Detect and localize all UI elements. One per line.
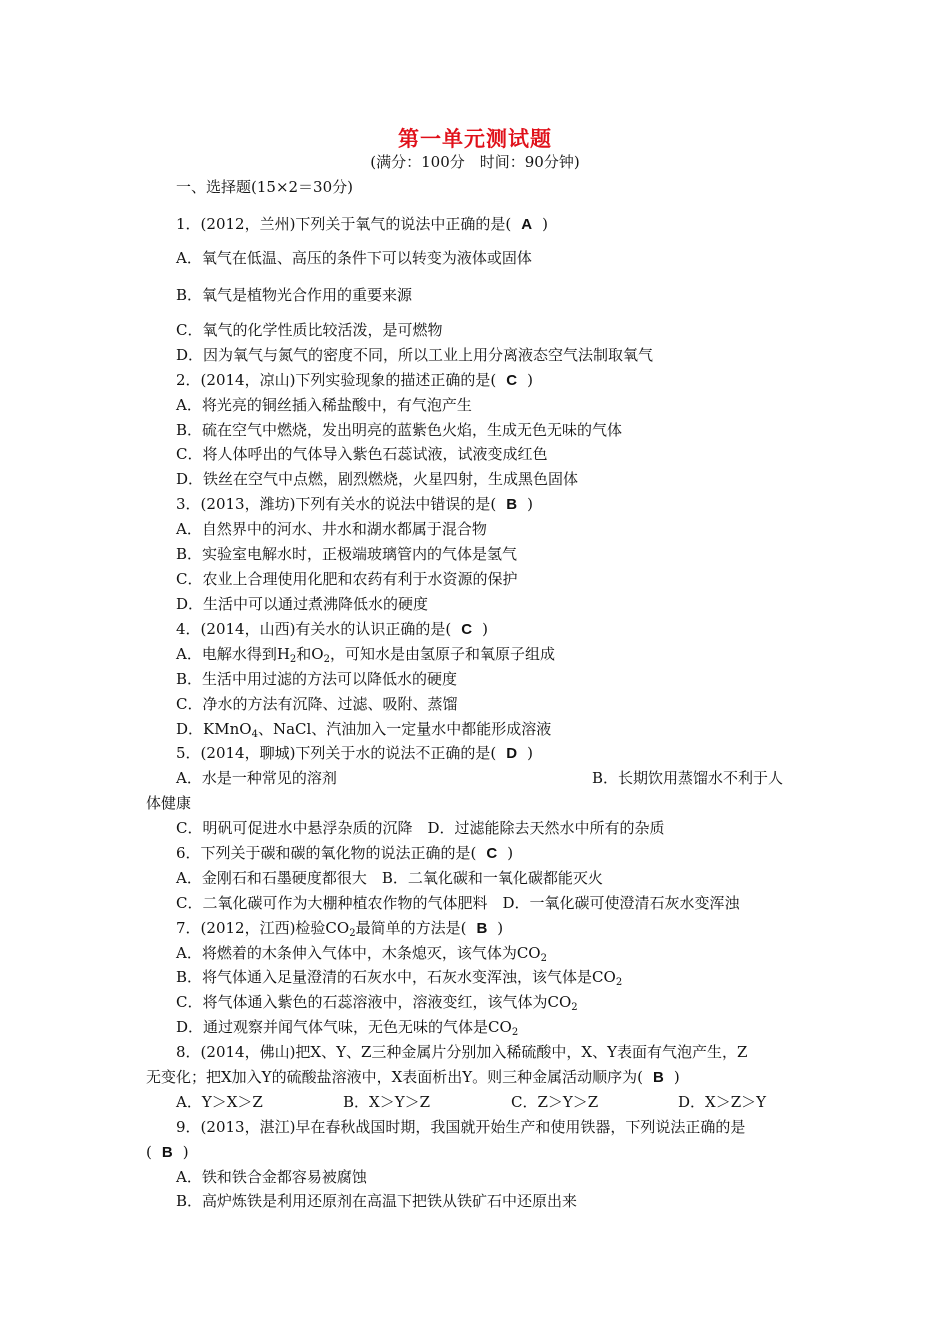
question-1-option-d: D．因为氧气与氮气的密度不同，所以工业上用分离液态空气法制取氧气 (176, 346, 654, 364)
page-subtitle: (满分：100分 时间：90分钟) (370, 153, 580, 171)
question-5-option-b: B．长期饮用蒸馏水不利于人 (592, 769, 784, 787)
question-8-stem: 8．(2014，佛山)把X、Y、Z三种金属片分别加入稀硫酸中，X、Y表面有气泡产生，Z (176, 1043, 748, 1061)
question-7-option-a: A．将燃着的木条伸入气体中，木条熄灭，该气体为$CO_2$ (176, 944, 547, 964)
question-9-option-a: A．铁和铁合金都容易被腐蚀 (176, 1168, 367, 1186)
question-3-option-b: B．实验室电解水时，正极端玻璃管内的气体是氢气 (176, 545, 518, 563)
question-2-option-b: B．硫在空气中燃烧，发出明亮的蓝紫色火焰，生成无色无味的气体 (176, 421, 623, 439)
question-2-answer: C (506, 372, 518, 389)
question-7-stem: 7．(2012，江西)检验$CO_2$最简单的方法是( B ) (176, 919, 504, 939)
question-8-option-b: B．X＞Y＞Z (343, 1093, 431, 1111)
question-2-option-a: A．将光亮的铜丝插入稀盐酸中，有气泡产生 (176, 396, 472, 414)
question-3-option-c: C．农业上合理使用化肥和农药有利于水资源的保护 (176, 570, 518, 588)
question-5-option-a: A．水是一种常见的溶剂 (176, 769, 337, 787)
question-6-options-a-b: A．金刚石和石墨硬度都很大 B．二氧化碳和一氧化碳都能灭火 (176, 869, 603, 887)
question-1-answer: A (521, 216, 533, 233)
question-9-answer: B (161, 1144, 173, 1161)
question-5-stem: 5．(2014，聊城)下列关于水的说法不正确的是( D ) (176, 744, 533, 762)
question-9-answer-line: ( B ) (146, 1143, 189, 1161)
question-4-answer: C (461, 621, 473, 638)
question-4-stem: 4．(2014，山西)有关水的认识正确的是( C ) (176, 620, 488, 638)
question-2-stem: 2．(2014，凉山)下列实验现象的描述正确的是( C ) (176, 371, 533, 389)
question-7-option-d: D．通过观察并闻气体气味，无色无味的气体是$CO_2$ (176, 1018, 519, 1038)
page-title: 第一单元测试题 (398, 126, 552, 151)
question-1-option-a: A．氧气在低温、高压的条件下可以转变为液体或固体 (176, 249, 532, 267)
question-3-option-a: A．自然界中的河水、井水和湖水都属于混合物 (176, 520, 487, 538)
question-6-options-c-d: C．二氧化碳可作为大棚种植农作物的气体肥料 D．一氧化碳可使澄清石灰水变浑浊 (176, 894, 740, 912)
question-8-answer: B (653, 1069, 664, 1086)
question-2-option-c: C．将人体呼出的气体导入紫色石蕊试液，试液变成红色 (176, 445, 548, 463)
question-4-option-a: A．电解水得到$H_2$和$O_2$，可知水是由氢原子和氧原子组成 (176, 645, 555, 665)
question-3-option-d: D．生活中可以通过煮沸降低水的硬度 (176, 595, 429, 613)
question-4-option-b: B．生活中用过滤的方法可以降低水的硬度 (176, 670, 458, 688)
question-1-option-c: C．氧气的化学性质比较活泼，是可燃物 (176, 321, 443, 339)
question-1-option-b: B．氧气是植物光合作用的重要来源 (176, 286, 413, 304)
question-3-stem: 3．(2013，潍坊)下列有关水的说法中错误的是( B ) (176, 495, 533, 513)
question-7-answer: B (476, 920, 488, 937)
question-4-option-d: D．KMnO$_4$、NaCl、汽油加入一定量水中都能形成溶液 (176, 720, 552, 740)
section-heading: 一、选择题(15×2＝30分) (176, 178, 353, 196)
question-8-option-a: A．Y＞X＞Z (176, 1093, 263, 1111)
question-7-option-b: B．将气体通入足量澄清的石灰水中，石灰水变浑浊，该气体是$CO_2$ (176, 968, 623, 988)
question-5-option-b-continued: 体健康 (146, 794, 192, 812)
question-1-stem: 1．(2012，兰州)下列关于氧气的说法中正确的是( A ) (176, 215, 548, 233)
question-6-answer: C (486, 845, 498, 862)
question-9-stem: 9．(2013，湛江)早在春秋战国时期，我国就开始生产和使用铁器，下列说法正确的是 (176, 1118, 746, 1136)
question-6-stem: 6．下列关于碳和碳的氧化物的说法正确的是( C ) (176, 844, 514, 862)
question-5-options-c-d: C．明矾可促进水中悬浮杂质的沉降 D．过滤能除去天然水中所有的杂质 (176, 819, 665, 837)
question-8-option-c: C．Z＞Y＞Z (511, 1093, 599, 1111)
question-2-option-d: D．铁丝在空气中点燃，剧烈燃烧，火星四射，生成黑色固体 (176, 470, 579, 488)
question-9-option-b: B．高炉炼铁是利用还原剂在高温下把铁从铁矿石中还原出来 (176, 1192, 578, 1210)
question-5-answer: D (506, 745, 518, 762)
question-8-stem-continued: 无变化；把X加入Y的硫酸盐溶液中，X表面析出Y。则三种金属活动顺序为( B ) (146, 1068, 680, 1086)
question-3-answer: B (506, 496, 518, 513)
question-7-option-c: C．将气体通入紫色的石蕊溶液中，溶液变红，该气体为$CO_2$ (176, 993, 578, 1013)
question-4-option-c: C．净水的方法有沉降、过滤、吸附、蒸馏 (176, 695, 458, 713)
question-8-option-d: D．X＞Z＞Y (678, 1093, 767, 1111)
